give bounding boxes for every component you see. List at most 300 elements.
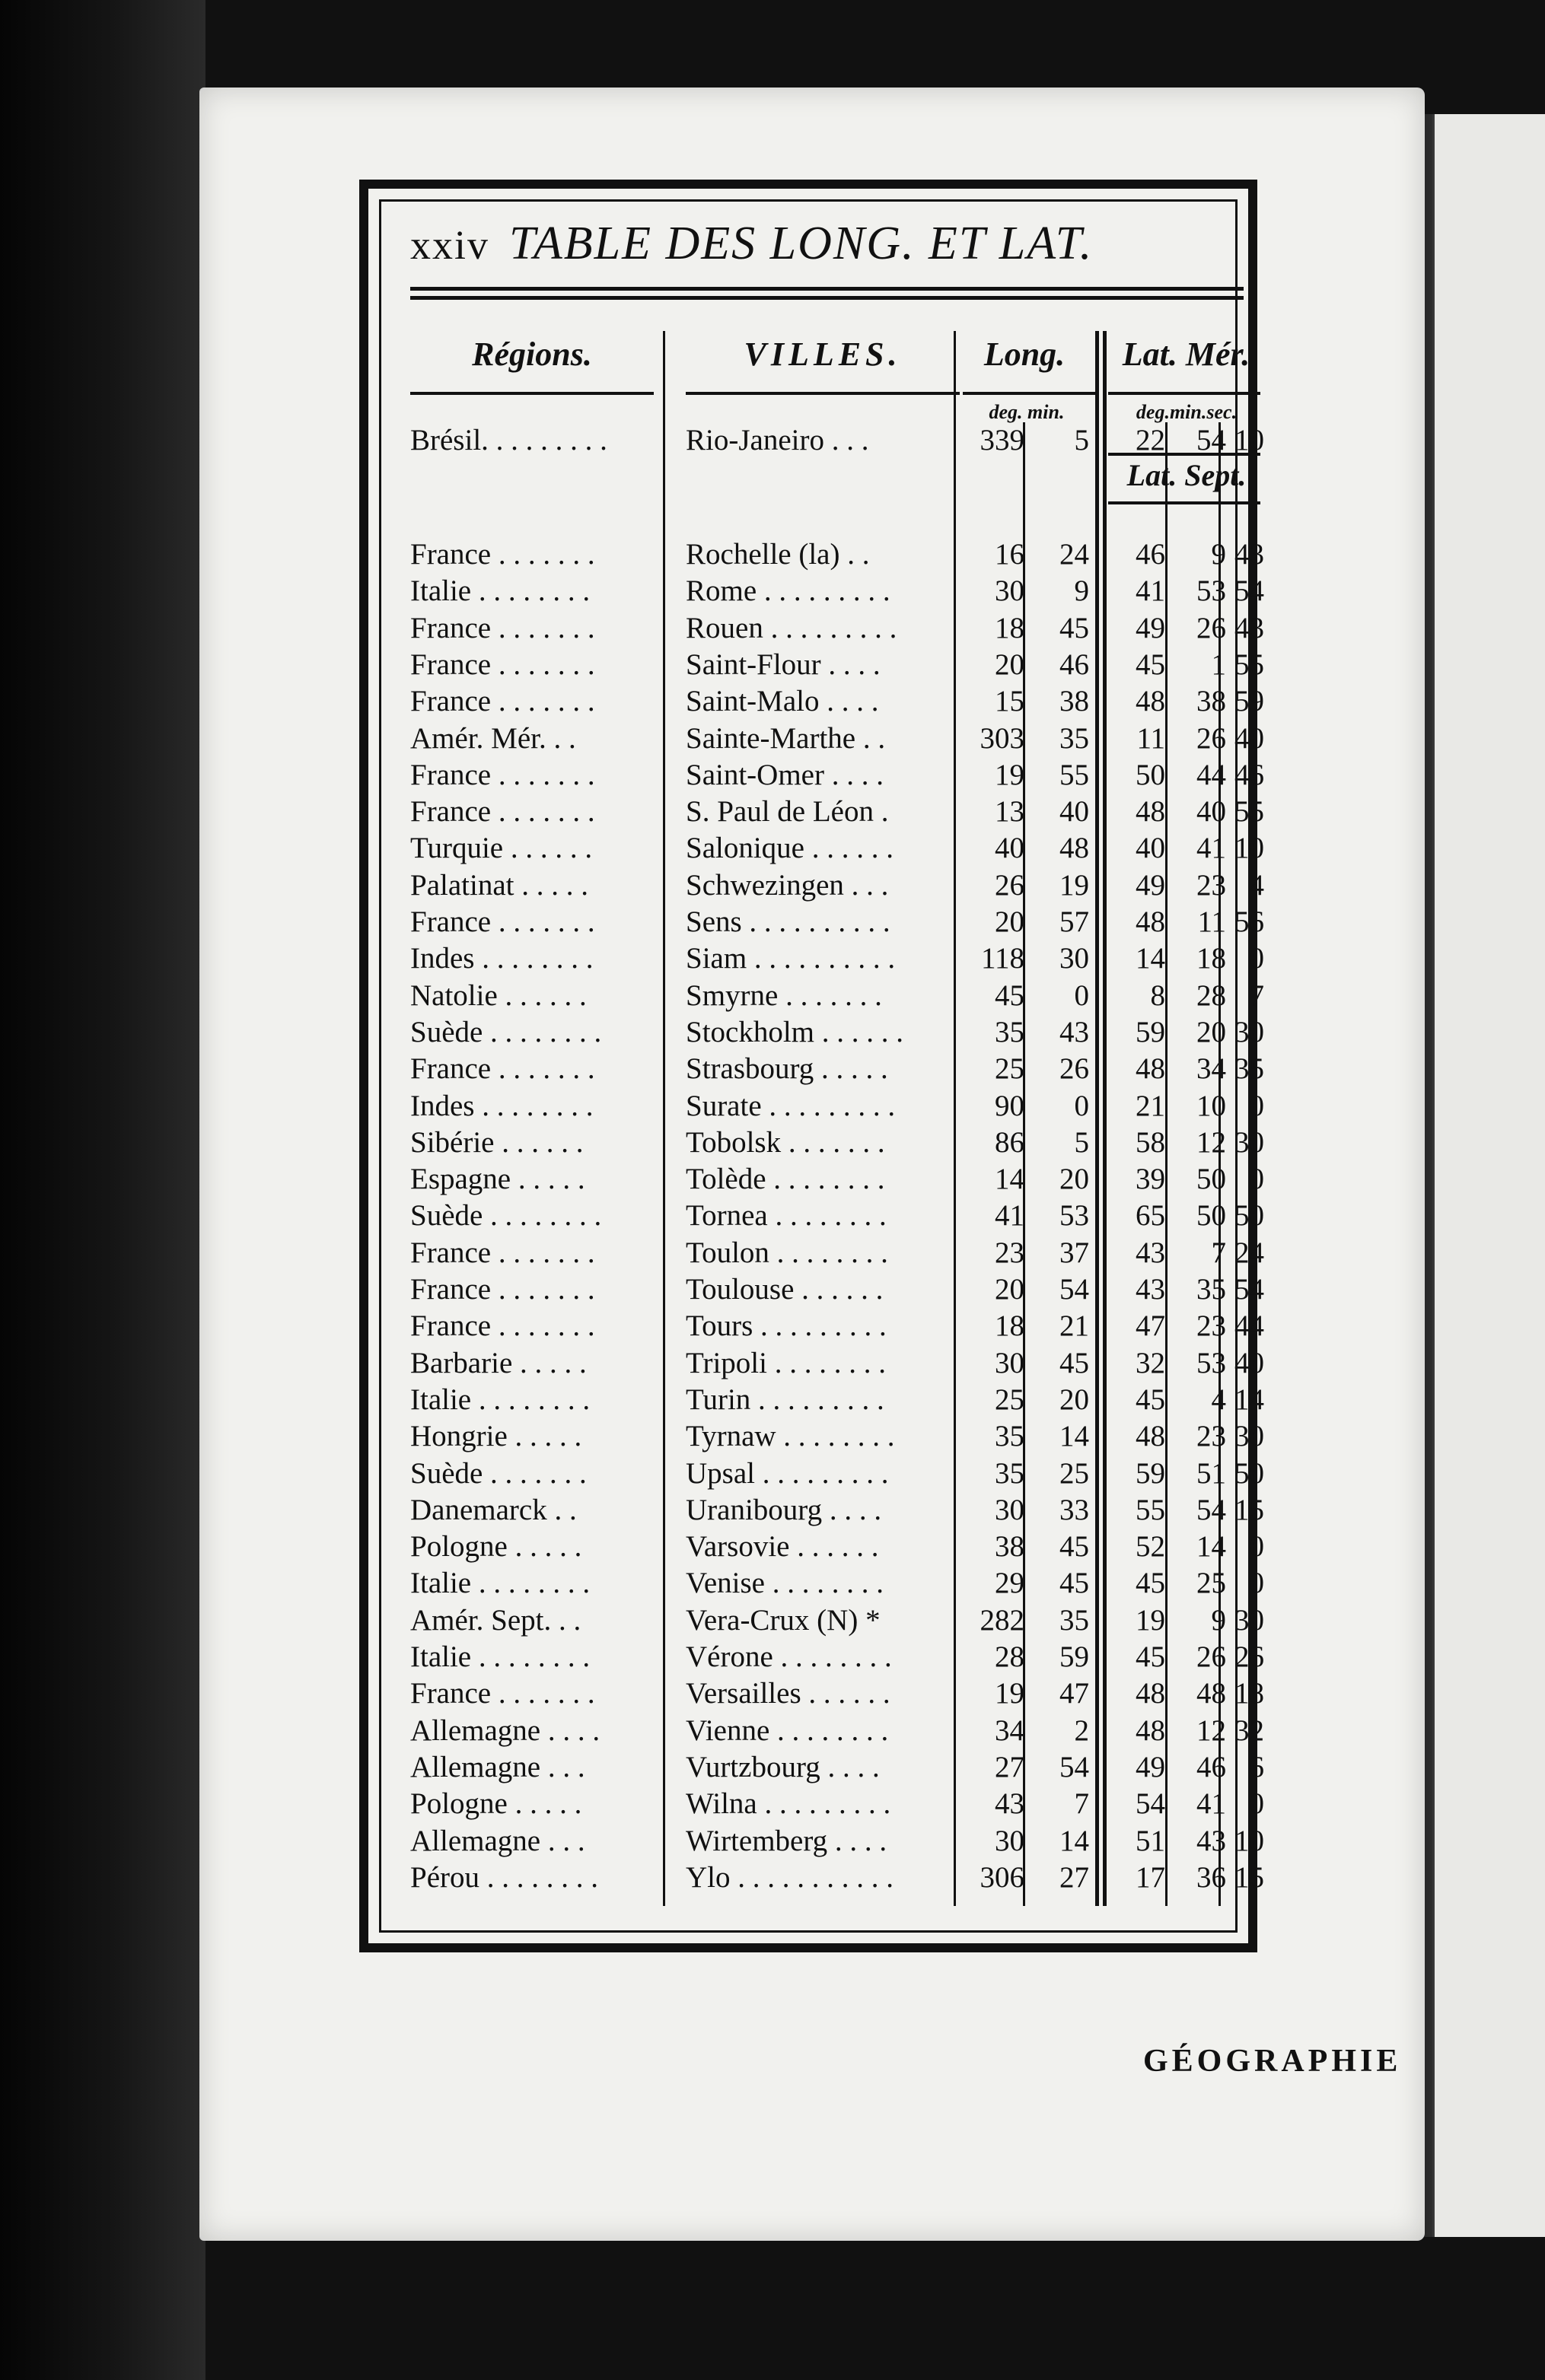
long-min-cell: 14 [1059, 1420, 1089, 1453]
page-number: xxiv [410, 222, 490, 268]
lat-sec-cell: 32 [1234, 1713, 1264, 1747]
lat-deg-cell: 8 [1150, 978, 1165, 1012]
long-deg-cell: 25 [995, 1382, 1024, 1416]
region-cell: France . . . . . . . [410, 905, 595, 938]
lat-min-cell: 14 [1196, 1530, 1226, 1564]
long-min-cell: 7 [1074, 1787, 1089, 1821]
lat-min-cell: 7 [1211, 1236, 1226, 1269]
lat-deg-cell: 48 [1136, 685, 1165, 718]
table-row [381, 757, 1264, 794]
lat-min-cell: 50 [1196, 1199, 1226, 1233]
long-deg-cell: 18 [995, 1309, 1024, 1343]
lat-sec-cell: 30 [1234, 1420, 1264, 1453]
lat-min-cell: 23 [1196, 1309, 1226, 1343]
long-min-cell: 27 [1059, 1860, 1089, 1894]
long-deg-cell: 19 [995, 1677, 1024, 1710]
lat-sec-cell: 55 [1234, 795, 1264, 829]
table-frame [359, 180, 1264, 1952]
long-min-cell: 0 [1074, 978, 1089, 1012]
long-min-cell: 45 [1059, 611, 1089, 644]
lat-sec-cell: 18 [1234, 1677, 1264, 1710]
lat-min-cell: 35 [1196, 1273, 1226, 1306]
ville-cell: Saint-Omer . . . . [686, 758, 884, 791]
lat-deg-cell: 49 [1136, 868, 1165, 902]
long-min-cell: 30 [1059, 942, 1089, 975]
region-cell: Indes . . . . . . . . [410, 1089, 594, 1122]
long-min-cell: 38 [1059, 685, 1089, 718]
lat-min-cell: 34 [1196, 1052, 1226, 1086]
lat-units: deg.min.sec. [1136, 401, 1238, 423]
long-min-cell: 5 [1074, 424, 1089, 457]
lat-deg-cell: 11 [1136, 721, 1165, 755]
lat-deg-cell: 52 [1136, 1530, 1165, 1564]
ville-cell: Tornea . . . . . . . . [686, 1199, 887, 1233]
lat-min-cell: 44 [1196, 758, 1226, 791]
lat-deg-cell: 48 [1136, 905, 1165, 938]
region-cell: France . . . . . . . [410, 538, 595, 571]
table-row [381, 1860, 1264, 1896]
region-cell: Suède . . . . . . . . [410, 1199, 602, 1233]
long-deg-cell: 18 [995, 611, 1024, 644]
lat-deg-cell: 50 [1136, 758, 1165, 791]
region-cell: Danemarck . . [410, 1493, 577, 1526]
ville-cell: Tripoli . . . . . . . . [686, 1346, 886, 1379]
lat-sec-cell: 30 [1234, 1015, 1264, 1048]
region-cell: France . . . . . . . [410, 1273, 595, 1306]
region-cell: Natolie . . . . . . [410, 978, 587, 1012]
long-min-cell: 20 [1059, 1163, 1089, 1196]
ville-cell: Toulon . . . . . . . . [686, 1236, 888, 1269]
long-min-cell: 46 [1059, 648, 1089, 681]
lat-min-cell: 25 [1196, 1567, 1226, 1600]
page-title: TABLE DES LONG. ET LAT. [509, 218, 1094, 269]
lat-sec-cell: 50 [1234, 1199, 1264, 1233]
lat-min-cell: 26 [1196, 1640, 1226, 1673]
long-deg-cell: 30 [995, 574, 1024, 608]
long-deg-cell: 43 [995, 1787, 1024, 1821]
lat-sec-cell: 10 [1234, 1824, 1264, 1857]
lat-sec-cell: 10 [1234, 424, 1264, 457]
lat-sept-header: Lat. Sept. [1126, 458, 1247, 492]
table-row [381, 573, 1264, 609]
lat-min-cell: 50 [1196, 1163, 1226, 1196]
lat-sec-cell: 0 [1249, 942, 1264, 975]
ville-cell: Venise . . . . . . . . [686, 1567, 884, 1600]
ville-cell: Smyrne . . . . . . . [686, 978, 882, 1012]
long-min-cell: 25 [1059, 1456, 1089, 1490]
ville-cell: Versailles . . . . . . [686, 1677, 890, 1710]
lat-sec-cell: 54 [1234, 1273, 1264, 1306]
long-min-cell: 45 [1059, 1567, 1089, 1600]
table-row [381, 978, 1264, 1014]
lat-sec-cell: 7 [1249, 978, 1264, 1012]
long-min-cell: 35 [1059, 1603, 1089, 1637]
lat-min-cell: 36 [1196, 1860, 1226, 1894]
lat-deg-cell: 41 [1136, 574, 1165, 608]
lat-min-cell: 41 [1196, 832, 1226, 865]
table-row [381, 940, 1264, 977]
long-deg-cell: 34 [995, 1713, 1024, 1747]
ville-cell: Ylo . . . . . . . . . . . [686, 1860, 894, 1894]
table-row [381, 1382, 1264, 1418]
long-deg-cell: 303 [980, 721, 1024, 755]
lat-min-cell: 51 [1196, 1456, 1226, 1490]
long-min-cell: 26 [1059, 1052, 1089, 1086]
lat-min-cell: 53 [1196, 1346, 1226, 1379]
column-header-villes: VILLES. [744, 336, 902, 373]
table-row [381, 1456, 1264, 1492]
long-deg-cell: 40 [995, 832, 1024, 865]
ville-cell: Saint-Malo . . . . [686, 685, 879, 718]
long-deg-cell: 13 [995, 795, 1024, 829]
lat-deg-cell: 55 [1136, 1493, 1165, 1526]
region-cell: Palatinat . . . . . [410, 868, 588, 902]
lat-min-cell: 54 [1196, 424, 1226, 457]
ville-cell: Vurtzbourg . . . . [686, 1750, 880, 1783]
long-min-cell: 2 [1074, 1713, 1089, 1747]
lat-deg-cell: 45 [1136, 1640, 1165, 1673]
table-row [381, 1602, 1264, 1639]
long-deg-cell: 41 [995, 1199, 1024, 1233]
lat-sec-cell: 50 [1234, 1456, 1264, 1490]
ville-cell: Siam . . . . . . . . . . [686, 942, 896, 975]
lat-sec-cell: 6 [1249, 1750, 1264, 1783]
long-units: deg. min. [989, 401, 1065, 423]
ville-cell: Tours . . . . . . . . . [686, 1309, 887, 1343]
long-deg-cell: 25 [995, 1052, 1024, 1086]
table-row [381, 1675, 1264, 1712]
table-row [381, 867, 1264, 904]
long-min-cell: 35 [1059, 721, 1089, 755]
ville-cell: Uranibourg . . . . [686, 1493, 882, 1526]
region-cell: Italie . . . . . . . . [410, 1640, 591, 1673]
ville-cell: Rouen . . . . . . . . . [686, 611, 897, 644]
table-row [381, 1418, 1264, 1455]
lat-min-cell: 10 [1196, 1089, 1226, 1122]
book-page [199, 88, 1425, 2241]
lat-min-cell: 40 [1196, 795, 1226, 829]
region-cell: France . . . . . . . [410, 1236, 595, 1269]
ville-cell: Tyrnaw . . . . . . . . [686, 1420, 895, 1453]
table-row [381, 422, 1264, 459]
lat-sec-cell: 4 [1249, 868, 1264, 902]
lat-min-cell: 26 [1196, 721, 1226, 755]
long-deg-cell: 339 [980, 424, 1024, 457]
lat-deg-cell: 46 [1136, 538, 1165, 571]
long-min-cell: 14 [1059, 1824, 1089, 1857]
lat-sec-cell: 40 [1234, 721, 1264, 755]
long-deg-cell: 90 [995, 1089, 1024, 1122]
region-cell: Turquie . . . . . . [410, 832, 593, 865]
ville-cell: Vera-Crux (N) * [686, 1603, 881, 1637]
ville-cell: Sens . . . . . . . . . . [686, 905, 890, 938]
long-min-cell: 19 [1059, 868, 1089, 902]
long-deg-cell: 45 [995, 978, 1024, 1012]
long-deg-cell: 30 [995, 1493, 1024, 1526]
lat-min-cell: 41 [1196, 1787, 1226, 1821]
long-min-cell: 37 [1059, 1236, 1089, 1269]
long-min-cell: 59 [1059, 1640, 1089, 1673]
table-row [381, 1639, 1264, 1675]
lat-deg-cell: 45 [1136, 1382, 1165, 1416]
column-header-regions: Régions. [472, 336, 592, 373]
lat-deg-cell: 47 [1136, 1309, 1165, 1343]
lat-rule [1108, 392, 1260, 395]
lat-deg-cell: 51 [1136, 1824, 1165, 1857]
long-deg-cell: 26 [995, 868, 1024, 902]
long-deg-cell: 20 [995, 905, 1024, 938]
region-cell: France . . . . . . . [410, 1309, 595, 1343]
header-rule-bottom [410, 296, 1244, 300]
long-min-cell: 54 [1059, 1273, 1089, 1306]
lat-sec-cell: 14 [1234, 1382, 1264, 1416]
lat-sec-cell: 15 [1234, 1493, 1264, 1526]
region-cell: Pologne . . . . . [410, 1530, 582, 1564]
long-deg-cell: 30 [995, 1824, 1024, 1857]
lat-deg-cell: 14 [1136, 942, 1165, 975]
ville-cell: S. Paul de Léon . [686, 795, 889, 829]
ville-cell: Salonique . . . . . . [686, 832, 894, 865]
region-cell: Hongrie . . . . . [410, 1420, 582, 1453]
region-cell: Allemagne . . . [410, 1824, 585, 1857]
long-deg-cell: 14 [995, 1163, 1024, 1196]
long-min-cell: 48 [1059, 832, 1089, 865]
scan-background-left [0, 0, 205, 2380]
table-row [381, 1345, 1264, 1382]
table-row [381, 1308, 1264, 1344]
long-min-cell: 5 [1074, 1125, 1089, 1159]
ville-cell: Upsal . . . . . . . . . [686, 1456, 889, 1490]
lat-deg-cell: 43 [1136, 1273, 1165, 1306]
long-deg-cell: 16 [995, 538, 1024, 571]
ville-cell: Toulouse . . . . . . [686, 1273, 884, 1306]
ville-cell: Vérone . . . . . . . . [686, 1640, 892, 1673]
table-row [381, 830, 1264, 867]
page-header [410, 217, 1217, 285]
catchword: GÉOGRAPHIE [1143, 2044, 1402, 2079]
table-row [381, 1786, 1264, 1822]
header-rule-top [410, 287, 1244, 291]
long-min-cell: 40 [1059, 795, 1089, 829]
lat-min-cell: 12 [1196, 1125, 1226, 1159]
ville-cell: Rochelle (la) . . [686, 538, 870, 571]
lat-sec-cell: 0 [1249, 1787, 1264, 1821]
lat-sept-rule-bottom [1108, 501, 1260, 504]
region-cell: Italie . . . . . . . . [410, 574, 591, 608]
table-row [381, 1198, 1264, 1234]
long-deg-cell: 23 [995, 1236, 1024, 1269]
facing-page-edge [1435, 114, 1545, 2237]
table-row [381, 1492, 1264, 1529]
table-row [381, 1529, 1264, 1565]
long-min-cell: 0 [1074, 1089, 1089, 1122]
ville-cell: Sainte-Marthe . . [686, 721, 886, 755]
region-cell: Espagne . . . . . [410, 1163, 585, 1196]
column-header-long: Long. [983, 336, 1066, 373]
table-row [381, 610, 1264, 647]
lat-deg-cell: 21 [1136, 1089, 1165, 1122]
column-header-lat-mer: Lat. Mér. [1122, 336, 1250, 373]
long-deg-cell: 86 [995, 1125, 1024, 1159]
lat-sec-cell: 10 [1234, 832, 1264, 865]
ville-cell: Wilna . . . . . . . . . [686, 1787, 891, 1821]
lat-deg-cell: 39 [1136, 1163, 1165, 1196]
ville-cell: Strasbourg . . . . . [686, 1052, 888, 1086]
long-deg-cell: 30 [995, 1346, 1024, 1379]
region-cell: Allemagne . . . . [410, 1713, 600, 1747]
lat-deg-cell: 48 [1136, 1713, 1165, 1747]
lat-sec-cell: 54 [1234, 574, 1264, 608]
long-deg-cell: 27 [995, 1750, 1024, 1783]
long-deg-cell: 38 [995, 1530, 1024, 1564]
table-row [381, 1235, 1264, 1271]
region-cell: Amér. Sept. . . [410, 1603, 581, 1637]
long-min-cell: 45 [1059, 1346, 1089, 1379]
table-row [381, 1125, 1264, 1161]
table-row [381, 1823, 1264, 1860]
ville-cell: Wirtemberg . . . . [686, 1824, 887, 1857]
ville-cell: Rio-Janeiro . . . [686, 424, 869, 457]
lat-deg-cell: 22 [1136, 424, 1165, 457]
lat-min-cell: 12 [1196, 1713, 1226, 1747]
ville-cell: Schwezingen . . . [686, 868, 889, 902]
region-cell: France . . . . . . . [410, 1677, 595, 1710]
lat-min-cell: 26 [1196, 611, 1226, 644]
long-min-cell: 24 [1059, 538, 1089, 571]
lat-deg-cell: 40 [1136, 832, 1165, 865]
long-min-cell: 33 [1059, 1493, 1089, 1526]
lat-min-cell: 4 [1211, 1382, 1226, 1416]
ville-cell: Surate . . . . . . . . . [686, 1089, 896, 1122]
lat-min-cell: 9 [1211, 538, 1226, 571]
region-cell: Barbarie . . . . . [410, 1346, 587, 1379]
region-cell: Pérou . . . . . . . . [410, 1860, 598, 1894]
long-deg-cell: 282 [980, 1603, 1024, 1637]
villes-rule [686, 392, 960, 395]
region-cell: France . . . . . . . [410, 648, 595, 681]
long-deg-cell: 118 [980, 942, 1024, 975]
long-deg-cell: 35 [995, 1015, 1024, 1048]
table-row [381, 721, 1264, 757]
lat-sec-cell: 40 [1234, 1346, 1264, 1379]
lat-deg-cell: 58 [1136, 1125, 1165, 1159]
long-min-cell: 21 [1059, 1309, 1089, 1343]
long-deg-cell: 19 [995, 758, 1024, 791]
table-row [381, 1088, 1264, 1125]
lat-sec-cell: 30 [1234, 1125, 1264, 1159]
region-cell: France . . . . . . . [410, 685, 595, 718]
lat-sec-cell: 0 [1249, 1530, 1264, 1564]
long-min-cell: 43 [1059, 1015, 1089, 1048]
region-cell: Italie . . . . . . . . [410, 1567, 591, 1600]
table-row [381, 536, 1264, 573]
long-deg-cell: 306 [980, 1860, 1024, 1894]
lat-deg-cell: 45 [1136, 1567, 1165, 1600]
lat-deg-cell: 59 [1136, 1456, 1165, 1490]
lat-min-cell: 11 [1197, 905, 1226, 938]
table-row [381, 1014, 1264, 1051]
lat-deg-cell: 43 [1136, 1236, 1165, 1269]
long-deg-cell: 28 [995, 1640, 1024, 1673]
ville-cell: Varsovie . . . . . . [686, 1530, 879, 1564]
region-cell: Brésil. . . . . . . . . [410, 424, 607, 457]
lat-min-cell: 23 [1196, 1420, 1226, 1453]
ville-cell: Tobolsk . . . . . . . [686, 1125, 885, 1159]
table-row [381, 794, 1264, 830]
long-deg-cell: 20 [995, 1273, 1024, 1306]
lat-deg-cell: 48 [1136, 795, 1165, 829]
lat-deg-cell: 19 [1136, 1603, 1165, 1637]
lat-sec-cell: 26 [1234, 1640, 1264, 1673]
lat-sec-cell: 56 [1234, 905, 1264, 938]
lat-min-cell: 23 [1196, 868, 1226, 902]
region-cell: Suède . . . . . . . [410, 1456, 587, 1490]
lat-deg-cell: 48 [1136, 1677, 1165, 1710]
long-min-cell: 54 [1059, 1750, 1089, 1783]
table-inner-border [379, 199, 1264, 1933]
ville-cell: Rome . . . . . . . . . [686, 574, 890, 608]
lat-sec-cell: 44 [1234, 1309, 1264, 1343]
region-cell: France . . . . . . . [410, 611, 595, 644]
lat-sec-cell: 0 [1249, 1089, 1264, 1122]
regions-rule [410, 392, 654, 395]
lat-sec-cell: 0 [1249, 1163, 1264, 1196]
lat-sec-cell: 35 [1234, 1052, 1264, 1086]
ville-cell: Turin . . . . . . . . . [686, 1382, 884, 1416]
region-cell: Indes . . . . . . . . [410, 942, 594, 975]
long-min-cell: 53 [1059, 1199, 1089, 1233]
ville-cell: Stockholm . . . . . . [686, 1015, 904, 1048]
table-row [381, 904, 1264, 940]
long-min-cell: 45 [1059, 1530, 1089, 1564]
table-row [381, 683, 1264, 720]
region-cell: Sibérie . . . . . . [410, 1125, 584, 1159]
lat-sec-cell: 43 [1234, 611, 1264, 644]
table-row [381, 1749, 1264, 1786]
lat-sec-cell: 43 [1234, 538, 1264, 571]
long-min-cell: 55 [1059, 758, 1089, 791]
lat-deg-cell: 49 [1136, 1750, 1165, 1783]
lat-sec-cell: 59 [1234, 685, 1264, 718]
long-min-cell: 47 [1059, 1677, 1089, 1710]
lat-min-cell: 1 [1211, 648, 1226, 681]
long-deg-cell: 29 [995, 1567, 1024, 1600]
region-cell: France . . . . . . . [410, 758, 595, 791]
ville-cell: Vienne . . . . . . . . [686, 1713, 889, 1747]
region-cell: Allemagne . . . [410, 1750, 585, 1783]
lat-deg-cell: 59 [1136, 1015, 1165, 1048]
lat-deg-cell: 32 [1136, 1346, 1165, 1379]
region-cell: France . . . . . . . [410, 1052, 595, 1086]
table-row [381, 647, 1264, 683]
table-row [381, 1565, 1264, 1602]
lat-deg-cell: 48 [1136, 1052, 1165, 1086]
lat-min-cell: 38 [1196, 685, 1226, 718]
table-row [381, 1271, 1264, 1308]
ville-cell: Tolède . . . . . . . . [686, 1163, 885, 1196]
lat-sec-cell: 0 [1249, 1567, 1264, 1600]
lat-sec-cell: 55 [1234, 648, 1264, 681]
lat-min-cell: 48 [1196, 1677, 1226, 1710]
long-deg-cell: 20 [995, 648, 1024, 681]
long-min-cell: 9 [1074, 574, 1089, 608]
lat-min-cell: 9 [1211, 1603, 1226, 1637]
table-row [381, 1161, 1264, 1198]
region-cell: Italie . . . . . . . . [410, 1382, 591, 1416]
lat-sec-cell: 24 [1234, 1236, 1264, 1269]
long-min-cell: 57 [1059, 905, 1089, 938]
lat-min-cell: 53 [1196, 574, 1226, 608]
